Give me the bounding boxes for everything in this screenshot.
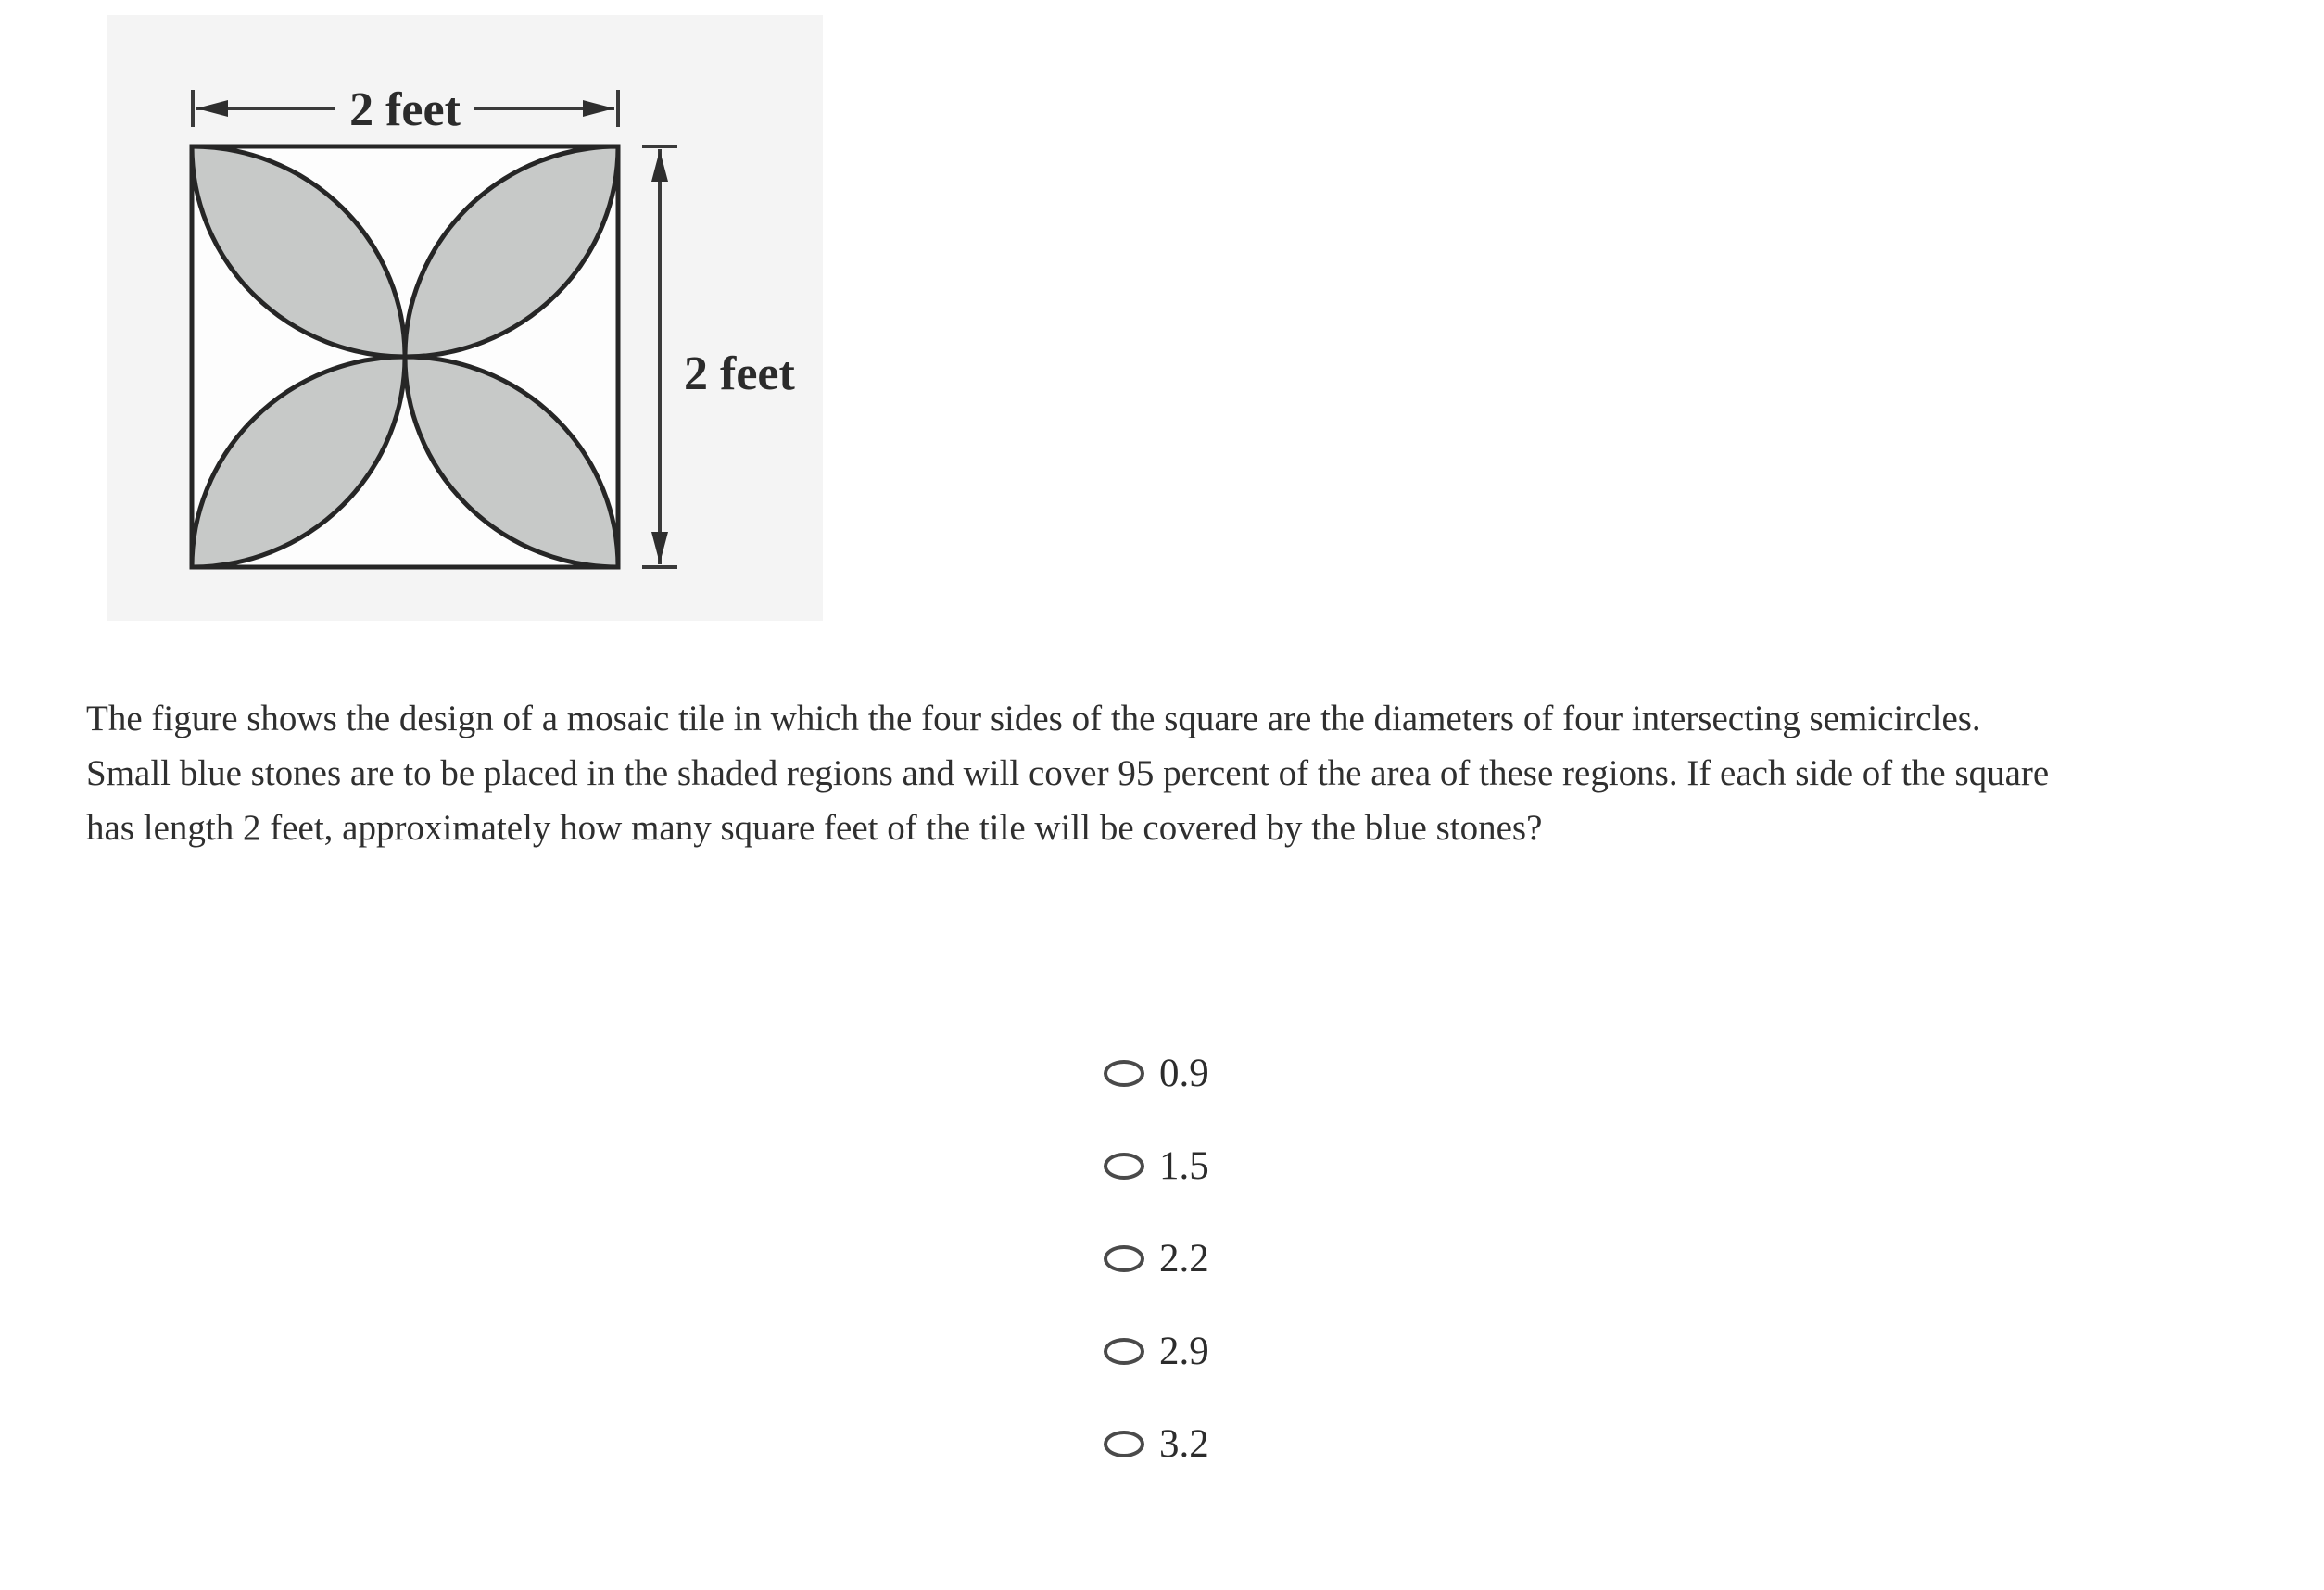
right-arrowhead-icon <box>583 100 614 117</box>
answer-option-5[interactable] <box>1104 1397 1209 1490</box>
left-arrowhead-icon <box>196 100 228 117</box>
radio-button-icon[interactable] <box>1104 1338 1144 1365</box>
radio-button-icon[interactable] <box>1104 1060 1144 1087</box>
answer-option-label: 1.5 <box>1159 1143 1209 1188</box>
radio-button-icon[interactable] <box>1104 1431 1144 1458</box>
radio-button-icon[interactable] <box>1104 1153 1144 1180</box>
figure-panel <box>107 15 823 621</box>
answer-option-2[interactable] <box>1104 1119 1209 1212</box>
top-dimension <box>193 83 618 136</box>
side-dimension <box>644 146 795 567</box>
down-arrowhead-icon <box>651 532 668 563</box>
side-dimension-label: 2 feet <box>684 347 795 400</box>
question-line-3: has length 2 feet, approximately how many square feet of the tile will be covered by the blue stones? <box>86 808 1543 848</box>
top-dimension-label: 2 feet <box>349 83 461 136</box>
answer-option-label: 2.2 <box>1159 1236 1209 1281</box>
answer-option-label: 2.9 <box>1159 1329 1209 1373</box>
question-text <box>86 691 2049 855</box>
answer-option-label: 3.2 <box>1159 1421 1209 1466</box>
mosaic-tile-figure <box>107 15 823 621</box>
answer-option-3[interactable] <box>1104 1212 1209 1305</box>
question-line-1: The figure shows the design of a mosaic tile in which the four sides of the square are the diameters of four intersecting semicircles. <box>86 699 1981 738</box>
answer-option-label: 0.9 <box>1159 1051 1209 1095</box>
question-line-2: Small blue stones are to be placed in the shaded regions and will cover 95 percent of the area of these regions. If each side of the square <box>86 753 2050 793</box>
up-arrowhead-icon <box>651 150 668 182</box>
answer-option-4[interactable] <box>1104 1305 1209 1397</box>
radio-button-icon[interactable] <box>1104 1245 1144 1272</box>
answer-option-1[interactable] <box>1104 1027 1209 1119</box>
answer-options <box>1104 1027 1209 1490</box>
